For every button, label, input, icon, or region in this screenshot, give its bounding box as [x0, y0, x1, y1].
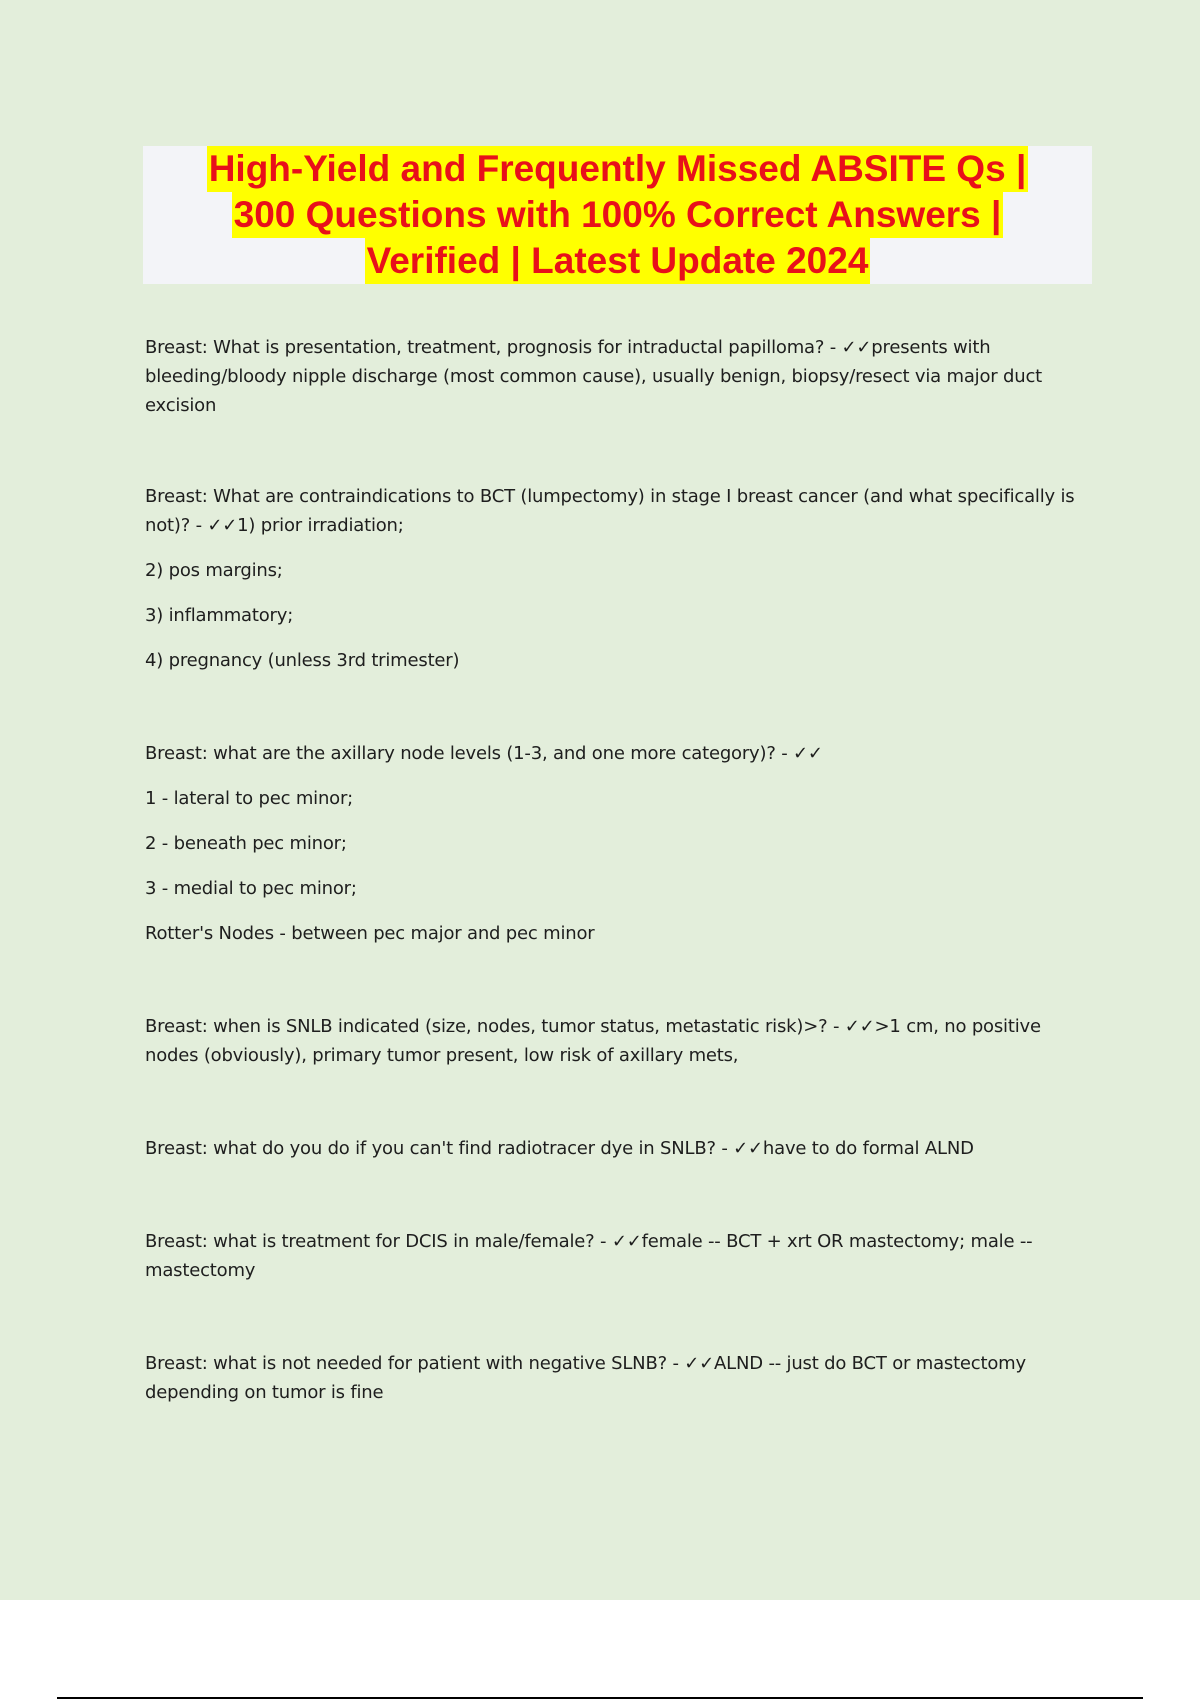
qa-answer-line: 2 - beneath pec minor; — [145, 833, 347, 854]
qa-question-answer: Breast: what are the axillary node levels (1-3, and one more category)? - ✓✓ — [145, 743, 823, 764]
qa-item — [145, 482, 1085, 675]
qa-list — [145, 333, 1085, 1407]
qa-item — [145, 739, 1085, 948]
qa-item — [145, 333, 1085, 420]
qa-answer-line: 3 - medial to pec minor; — [145, 878, 357, 899]
title-line: Verified | Latest Update 2024 — [365, 238, 871, 284]
title-box — [143, 146, 1092, 284]
qa-question-answer: Breast: What are contraindications to BCT (lumpectomy) in stage I breast cancer (and what specifically is not)? - ✓✓1) prior irradiation; — [145, 486, 1075, 536]
qa-answer-line: Rotter's Nodes - between pec major and pec minor — [145, 923, 595, 944]
qa-item — [145, 1012, 1085, 1070]
title-line: 300 Questions with 100% Correct Answers | — [232, 192, 1004, 238]
qa-question-answer: Breast: what do you do if you can't find radiotracer dye in SNLB? - ✓✓have to do formal ALND — [145, 1138, 974, 1159]
qa-item — [145, 1134, 1085, 1163]
qa-answer-line: 2) pos margins; — [145, 560, 283, 581]
qa-answer-line: 3) inflammatory; — [145, 605, 294, 626]
qa-answer-line: 1 - lateral to pec minor; — [145, 788, 354, 809]
footer-divider — [57, 1697, 1143, 1699]
qa-question-answer: Breast: when is SNLB indicated (size, nodes, tumor status, metastatic risk)>? - ✓✓>1 cm, no positive nodes (obviously), primary tumor present, low risk of axillary mets, — [145, 1016, 1041, 1066]
qa-question-answer: Breast: What is presentation, treatment, prognosis for intraductal papilloma? - ✓✓presents with bleeding/bloody nipple discharge (most common cause), usually benign, biopsy/resect via major duct excision — [145, 337, 1043, 416]
qa-item — [145, 1227, 1085, 1285]
title-line: High-Yield and Frequently Missed ABSITE Qs | — [207, 146, 1029, 192]
qa-question-answer: Breast: what is treatment for DCIS in male/female? - ✓✓female -- BCT + xrt OR mastectomy; male -- mastectomy — [145, 1231, 1033, 1281]
qa-answer-line: 4) pregnancy (unless 3rd trimester) — [145, 650, 460, 671]
qa-question-answer: Breast: what is not needed for patient with negative SLNB? - ✓✓ALND -- just do BCT or mastectomy depending on tumor is fine — [145, 1353, 1026, 1403]
qa-item — [145, 1349, 1085, 1407]
